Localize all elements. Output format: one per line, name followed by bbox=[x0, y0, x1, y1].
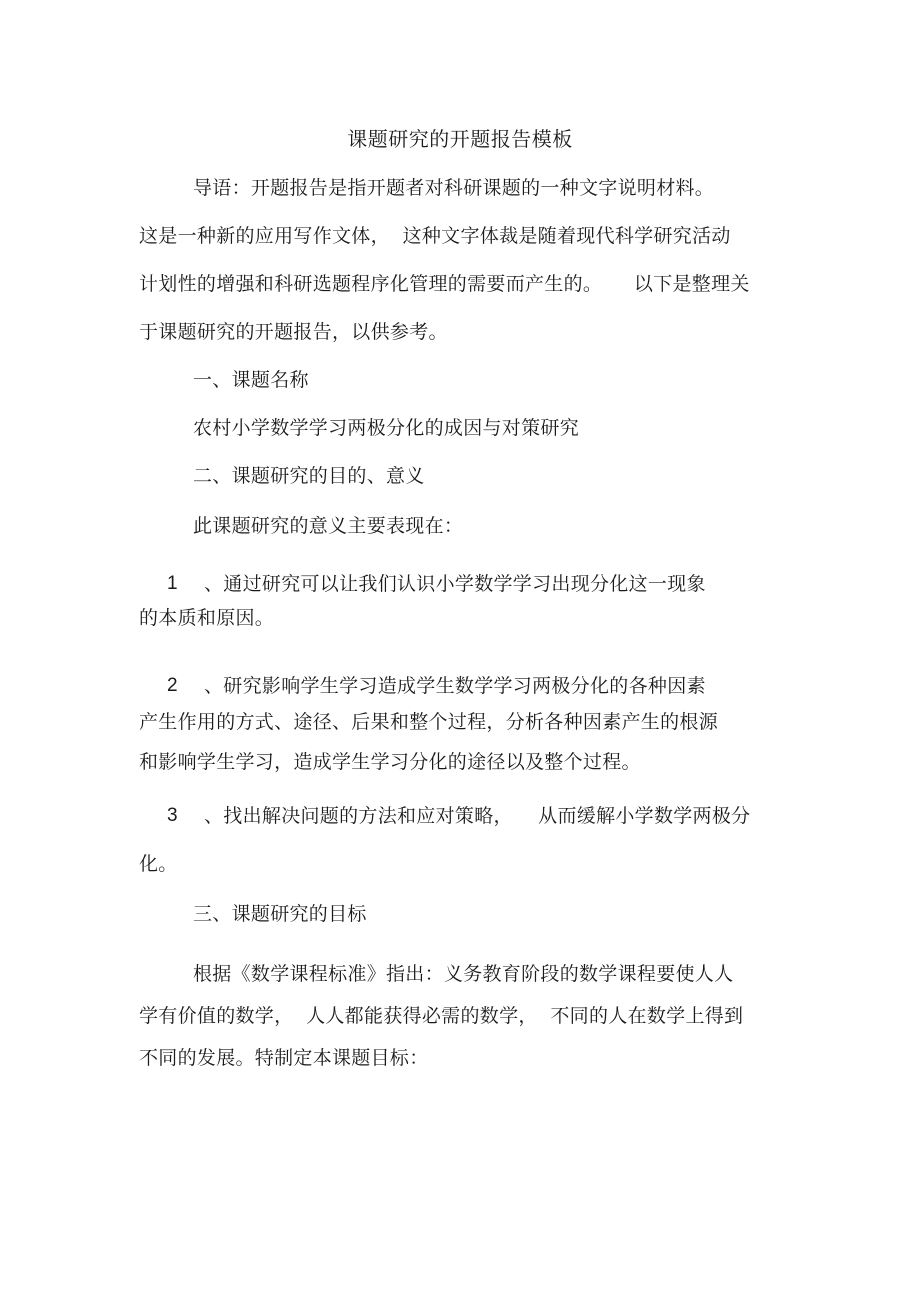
goal-line-2: 学有价值的数学， 人人都能获得必需的数学， 不同的人在数学上得到 bbox=[139, 1005, 744, 1027]
intro-line-3: 计划性的增强和科研选题程序化管理的需要而产生的。 以下是整理关 bbox=[139, 273, 750, 295]
section-heading-1: 一、课题名称 bbox=[193, 369, 309, 391]
intro-line-2: 这是一种新的应用写作文体， 这种文字体裁是随着现代科学研究活动 bbox=[139, 225, 731, 247]
item-2-line-2: 产生作用的方式、途径、后果和整个过程，分析各种因素产生的根源 bbox=[139, 711, 719, 733]
goal-line-3: 不同的发展。特制定本课题目标： bbox=[139, 1047, 429, 1069]
item-number-2: 2 bbox=[167, 675, 178, 696]
intro-line-1: 导语：开题报告是指开题者对科研课题的一种文字说明材料。 bbox=[193, 177, 715, 199]
section-heading-3: 三、课题研究的目标 bbox=[193, 903, 367, 925]
item-number-1: 1 bbox=[167, 573, 178, 594]
item-2-line-1: 、研究影响学生学习造成学生数学学习两极分化的各种因素 bbox=[204, 675, 706, 697]
intro-line-4: 于课题研究的开题报告，以供参考。 bbox=[139, 321, 448, 343]
item-1-line-2: 的本质和原因。 bbox=[139, 607, 275, 629]
goal-line-1: 根据《数学课程标准》指出：义务教育阶段的数学课程要使人人 bbox=[193, 963, 734, 985]
item-number-3: 3 bbox=[167, 805, 178, 826]
project-name: 农村小学数学学习两极分化的成因与对策研究 bbox=[193, 417, 580, 439]
item-3-line-2: 化。 bbox=[139, 853, 178, 875]
item-2-line-3: 和影响学生学习，造成学生学习分化的途径以及整个过程。 bbox=[139, 751, 641, 773]
section-heading-2: 二、课题研究的目的、意义 bbox=[193, 465, 425, 487]
document-title: 课题研究的开题报告模板 bbox=[347, 127, 573, 151]
significance-lead: 此课题研究的意义主要表现在： bbox=[193, 515, 464, 537]
item-3-line-1: 、找出解决问题的方法和应对策略， 从而缓解小学数学两极分 bbox=[204, 805, 751, 827]
item-1-line-1: 、通过研究可以让我们认识小学数学学习出现分化这一现象 bbox=[204, 573, 706, 595]
